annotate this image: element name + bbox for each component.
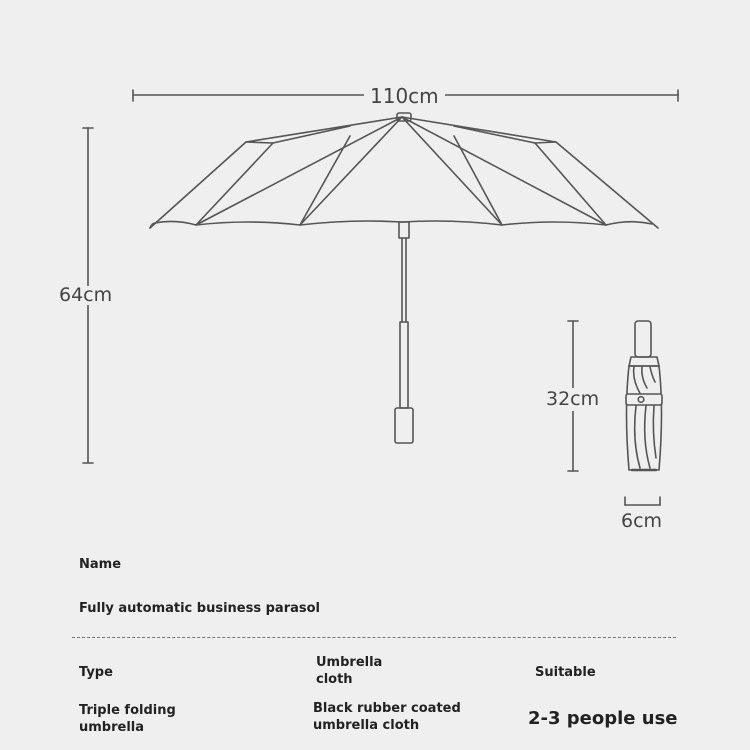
folded-length-label: 32cm (546, 388, 600, 410)
cloth-label: Umbrella cloth (316, 655, 383, 687)
suitable-value: 2-3 people use (528, 708, 678, 729)
name-label: Name (79, 557, 122, 572)
name-value: Fully automatic business parasol (79, 601, 321, 616)
folded-umbrella-icon (626, 321, 662, 470)
width-open-label: 110cm (364, 86, 445, 106)
type-value: Triple folding umbrella (79, 703, 176, 735)
type-label: Type (79, 665, 113, 680)
folded-diameter-label: 6cm (621, 510, 663, 532)
height-open-label: 64cm (59, 284, 113, 306)
suitable-label: Suitable (535, 665, 596, 680)
cloth-value: Black rubber coated umbrella cloth (313, 701, 461, 733)
dashed-divider (72, 637, 676, 638)
folded-diameter-dimension-line (625, 497, 660, 505)
